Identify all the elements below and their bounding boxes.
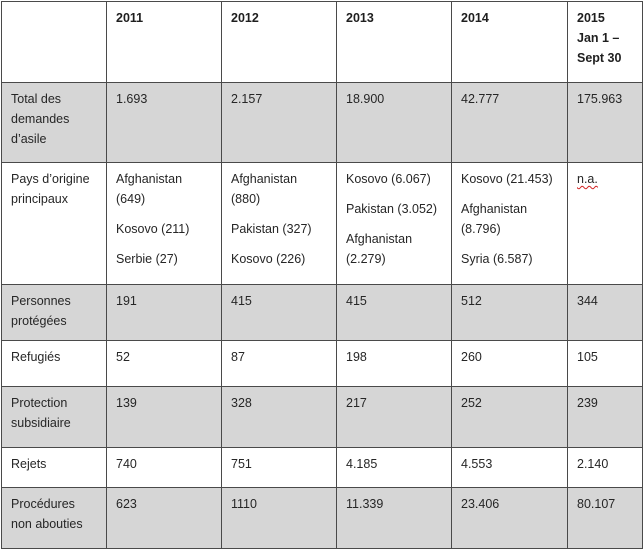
- cell-2012: 1110: [222, 488, 337, 549]
- header-2015-line2: Jan 1 –: [577, 31, 620, 45]
- row-label: Rejets: [2, 448, 107, 488]
- row-label: Total des demandes d’asile: [2, 83, 107, 163]
- cell-2011: 191: [107, 285, 222, 341]
- country-entry: Afghanistan (880): [231, 172, 298, 206]
- table-row-rejets: [2, 448, 643, 488]
- cell-2014: 260: [452, 341, 568, 387]
- cell-2015: 344: [568, 285, 643, 341]
- cell-2013: 4.185: [337, 448, 452, 488]
- not-available-text: n.a.: [577, 172, 598, 186]
- cell-2012-countries: [222, 163, 337, 285]
- cell-2015: 239: [568, 387, 643, 448]
- row-label: Procédures non abouties: [2, 488, 107, 549]
- row-label: Refugiés: [2, 341, 107, 387]
- country-entry: Pakistan (3.052): [346, 202, 438, 216]
- cell-2013: 198: [337, 341, 452, 387]
- cell-2011: 1.693: [107, 83, 222, 163]
- header-empty-cell: [2, 2, 107, 83]
- asylum-statistics-table: [1, 1, 643, 549]
- cell-2014: 252: [452, 387, 568, 448]
- header-year-2013: 2013: [337, 2, 452, 83]
- cell-2014: 23.406: [452, 488, 568, 549]
- cell-2012: 328: [222, 387, 337, 448]
- header-year-2011: 2011: [107, 2, 222, 83]
- cell-2013: 415: [337, 285, 452, 341]
- cell-2012: 751: [222, 448, 337, 488]
- cell-2013-countries: [337, 163, 452, 285]
- country-entry: Kosovo (211): [116, 222, 190, 236]
- table-row-procedures-non-abouties: [2, 488, 643, 549]
- header-2015-line3: Sept 30: [577, 51, 622, 65]
- row-label: Pays d’origine principaux: [2, 163, 107, 285]
- cell-2015: 105: [568, 341, 643, 387]
- country-entry: Pakistan (327): [231, 222, 312, 236]
- cell-2011-countries: [107, 163, 222, 285]
- cell-2011: 139: [107, 387, 222, 448]
- country-entry: Afghanistan (2.279): [346, 232, 413, 266]
- cell-2014-countries: [452, 163, 568, 285]
- cell-2015: 80.107: [568, 488, 643, 549]
- cell-2014: 4.553: [452, 448, 568, 488]
- cell-2013: 11.339: [337, 488, 452, 549]
- cell-2013: 217: [337, 387, 452, 448]
- country-entry: Serbie (27): [116, 252, 178, 266]
- header-2015-line1: 2015: [577, 11, 605, 25]
- country-entry: Afghanistan (649): [116, 172, 183, 206]
- country-entry: Kosovo (21.453): [461, 172, 553, 186]
- cell-2011: 740: [107, 448, 222, 488]
- country-entry: Afghanistan (8.796): [461, 202, 528, 236]
- cell-2015-countries: [568, 163, 643, 285]
- cell-2011: 52: [107, 341, 222, 387]
- header-year-2015: [568, 2, 643, 83]
- country-entry: Kosovo (6.067): [346, 172, 431, 186]
- cell-2014: 512: [452, 285, 568, 341]
- country-entry: Syria (6.587): [461, 252, 533, 266]
- row-label: Protection subsidiaire: [2, 387, 107, 448]
- cell-2011: 623: [107, 488, 222, 549]
- cell-2015: 2.140: [568, 448, 643, 488]
- header-row: [2, 2, 643, 83]
- cell-2015: 175.963: [568, 83, 643, 163]
- cell-2012: 87: [222, 341, 337, 387]
- country-entry: Kosovo (226): [231, 252, 306, 266]
- table-row-refugies: [2, 341, 643, 387]
- cell-2012: 415: [222, 285, 337, 341]
- table-row-pays-origine: [2, 163, 643, 285]
- table-row-personnes-protegees: [2, 285, 643, 341]
- row-label: Personnes protégées: [2, 285, 107, 341]
- table-row-protection-subsidiaire: [2, 387, 643, 448]
- table-row-total-demandes: [2, 83, 643, 163]
- cell-2013: 18.900: [337, 83, 452, 163]
- cell-2012: 2.157: [222, 83, 337, 163]
- cell-2014: 42.777: [452, 83, 568, 163]
- header-year-2012: 2012: [222, 2, 337, 83]
- header-year-2014: 2014: [452, 2, 568, 83]
